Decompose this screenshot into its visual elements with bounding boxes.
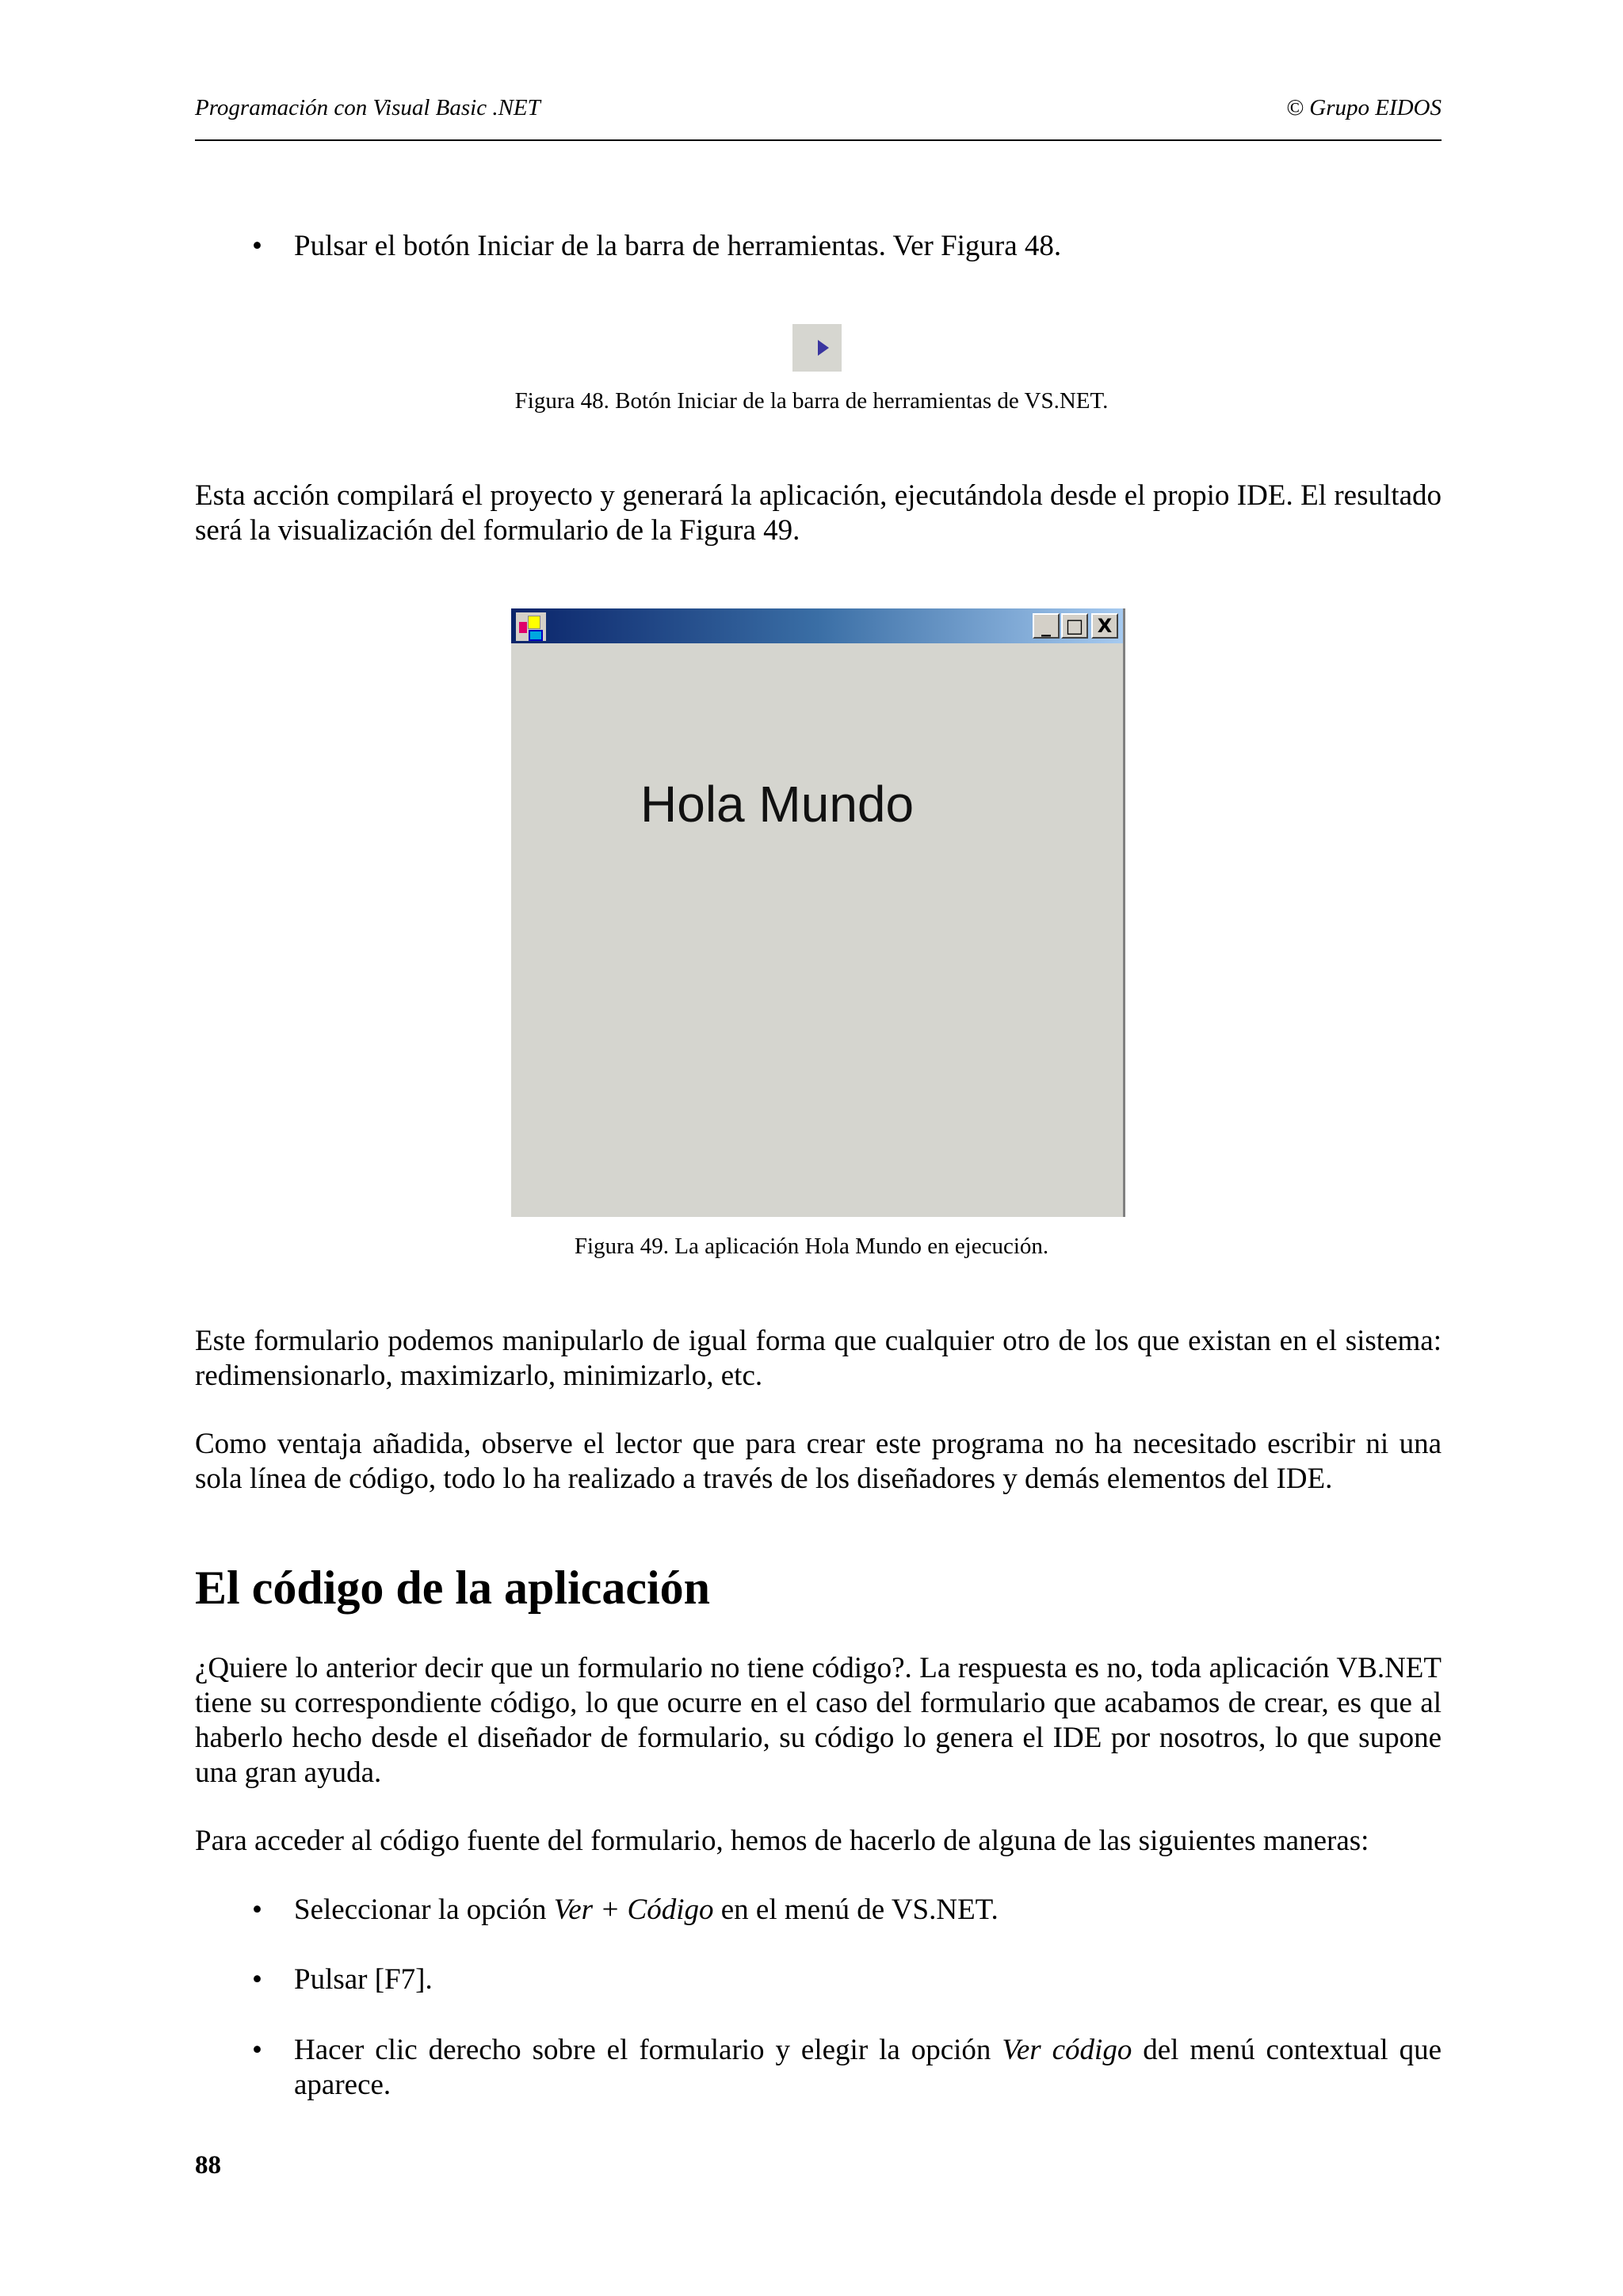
menu-option: Ver código bbox=[1002, 2034, 1132, 2066]
bullet-text: Pulsar el botón Iniciar de la barra de herramientas. Ver Figura 48. bbox=[294, 230, 1062, 262]
paragraph: Como ventaja añadida, observe el lector que para crear este programa no ha necesitado escribir ni una sola línea de código, todo lo ha realizado a través de los diseñadores y demás elementos del IDE. bbox=[195, 1428, 1442, 1495]
bullet: • bbox=[252, 2034, 262, 2066]
list-item-text: Hacer clic derecho sobre el formulario y elegir la opción bbox=[294, 2034, 1002, 2066]
app-icon bbox=[516, 612, 546, 641]
running-header-publisher: © Grupo EIDOS bbox=[1285, 95, 1442, 120]
paragraph: Para acceder al código fuente del formulario, hemos de hacerlo de alguna de las siguientes maneras: bbox=[195, 1825, 1369, 1857]
page-number: 88 bbox=[195, 2151, 221, 2180]
list-item bbox=[294, 2033, 1442, 2103]
play-icon bbox=[792, 324, 842, 372]
hola-mundo-window bbox=[511, 608, 1125, 1217]
menu-path: Ver + Código bbox=[553, 1894, 714, 1926]
bullet: • bbox=[252, 1894, 262, 1926]
header-rule bbox=[195, 139, 1442, 141]
paragraph: ¿Quiere lo anterior decir que un formulario no tiene código?. La respuesta es no, toda aplicación VB.NET tiene su correspondiente código, lo que ocurre en el caso del formulario que acabamos de crear, es que al haberlo hecho desde el diseñador de formulario, su código lo genera el IDE por nosotros, lo que supone una gran ayuda. bbox=[195, 1652, 1442, 1789]
figure-48-caption: Figura 48. Botón Iniciar de la barra de herramientas de VS.NET. bbox=[514, 388, 1109, 414]
list-item-text: Seleccionar la opción bbox=[294, 1894, 554, 1926]
close-button[interactable]: X bbox=[1091, 613, 1118, 639]
paragraph: Esta acción compilará el proyecto y generará la aplicación, ejecutándola desde el propio IDE. El resultado será la visualización del formulario de la Figura 49. bbox=[195, 479, 1442, 547]
hola-mundo-label: Hola Mundo bbox=[640, 776, 915, 833]
section-heading: El código de la aplicación bbox=[195, 1562, 711, 1614]
list-item bbox=[294, 1962, 1442, 1997]
list-item-text: en el menú de VS.NET. bbox=[713, 1894, 999, 1926]
bullet: • bbox=[252, 230, 262, 262]
window-title-bar[interactable] bbox=[511, 608, 1123, 643]
minimize-button[interactable]: _ bbox=[1033, 613, 1060, 639]
paragraph: Este formulario podemos manipularlo de igual forma que cualquier otro de los que existan en el sistema: redimensionarlo, maximizarlo, minimizarlo, etc. bbox=[195, 1325, 1442, 1392]
bullet: • bbox=[252, 1963, 262, 1996]
maximize-button[interactable]: □ bbox=[1061, 613, 1088, 639]
running-header-title: Programación con Visual Basic .NET bbox=[195, 95, 540, 120]
list-item-text: Pulsar [F7]. bbox=[294, 1963, 433, 1996]
figure-49-caption: Figura 49. La aplicación Hola Mundo en ejecución. bbox=[574, 1234, 1049, 1259]
list-item-text: del menú contextual que aparece. bbox=[294, 2034, 1442, 2101]
list-item bbox=[294, 1893, 1442, 1928]
